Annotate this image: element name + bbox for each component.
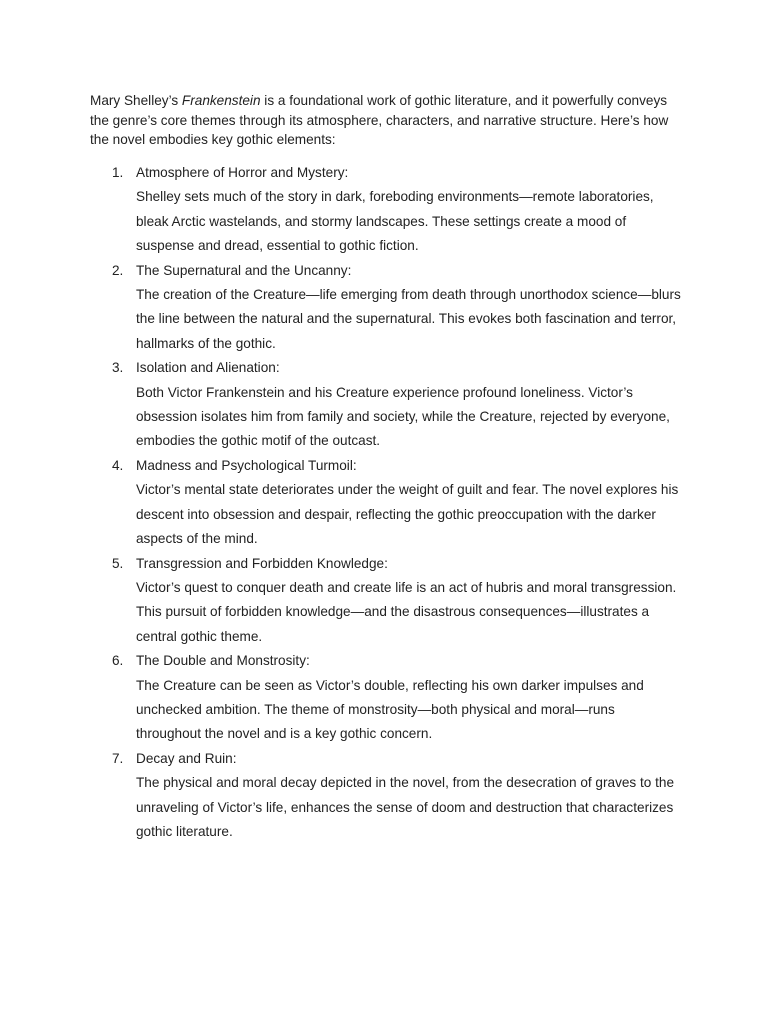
list-item-heading: Transgression and Forbidden Knowledge:	[136, 555, 388, 571]
list-item-body: Victor’s mental state deteriorates under the weight of guilt and fear. The novel explores his descent into obsession and despair, reflecting the gothic preoccupation with the darker aspects of the mind.	[136, 482, 679, 547]
list-item	[90, 552, 690, 650]
list-item-number: 5.	[112, 555, 124, 571]
list-item	[90, 356, 690, 454]
list-item-heading: The Supernatural and the Uncanny:	[136, 262, 352, 278]
intro-paragraph	[90, 91, 682, 150]
list-item-body: Both Victor Frankenstein and his Creature experience profound loneliness. Victor’s obsession isolates him from family and society, while the Creature, rejected by everyone, embodies the gothic motif of the outcast.	[136, 384, 670, 449]
list-item-number: 1.	[112, 165, 124, 180]
list-item-heading: Madness and Psychological Turmoil:	[136, 457, 357, 473]
list-item-heading: Decay and Ruin:	[136, 750, 237, 766]
gothic-elements-list	[90, 161, 690, 844]
list-item-heading: Isolation and Alienation:	[136, 360, 280, 376]
list-item-body: The Creature can be seen as Victor’s double, reflecting his own darker impulses and unchecked ambition. The theme of monstrosity—both physical and moral—runs throughout the novel and is a key gothic concern.	[136, 677, 644, 742]
list-item-number: 4.	[112, 457, 124, 473]
list-item-body: Victor’s quest to conquer death and create life is an act of hubris and moral transgression. This pursuit of forbidden knowledge—and the disastrous consequences—illustrates a central gothic theme.	[136, 579, 677, 644]
list-item-number: 7.	[112, 750, 124, 766]
list-item	[90, 259, 690, 357]
list-item-number: 2.	[112, 262, 124, 278]
list-item	[90, 161, 690, 259]
list-item	[90, 747, 690, 845]
intro-suffix: is a foundational work of gothic literature, and it powerfully conveys the genre’s core themes through its atmosphere, characters, and narrative structure. Here’s how the novel embodies key gothic elements:	[90, 93, 669, 147]
book-title: Frankenstein	[181, 93, 261, 108]
list-item-body: The creation of the Creature—life emerging from death through unorthodox science—blurs the line between the natural and the supernatural. This evokes both fascination and terror, hallmarks of the gothic.	[136, 287, 681, 351]
list-item	[90, 454, 690, 552]
list-item-body: The physical and moral decay depicted in the novel, from the desecration of graves to the unraveling of Victor’s life, enhances the sense of doom and destruction that characterizes gothic literature.	[136, 775, 675, 839]
list-item-number: 3.	[112, 360, 124, 376]
list-item	[90, 649, 690, 747]
list-item-heading: The Double and Monstrosity:	[136, 653, 310, 669]
list-item-body: Shelley sets much of the story in dark, foreboding environments—remote laboratories, bleak Arctic wastelands, and stormy landscapes. These settings create a mood of suspense and dread, essential to gothic fiction.	[136, 189, 654, 254]
intro-prefix: Mary Shelley’s	[90, 93, 182, 108]
list-item-heading: Atmosphere of Horror and Mystery:	[136, 165, 349, 180]
list-item-number: 6.	[112, 653, 124, 669]
